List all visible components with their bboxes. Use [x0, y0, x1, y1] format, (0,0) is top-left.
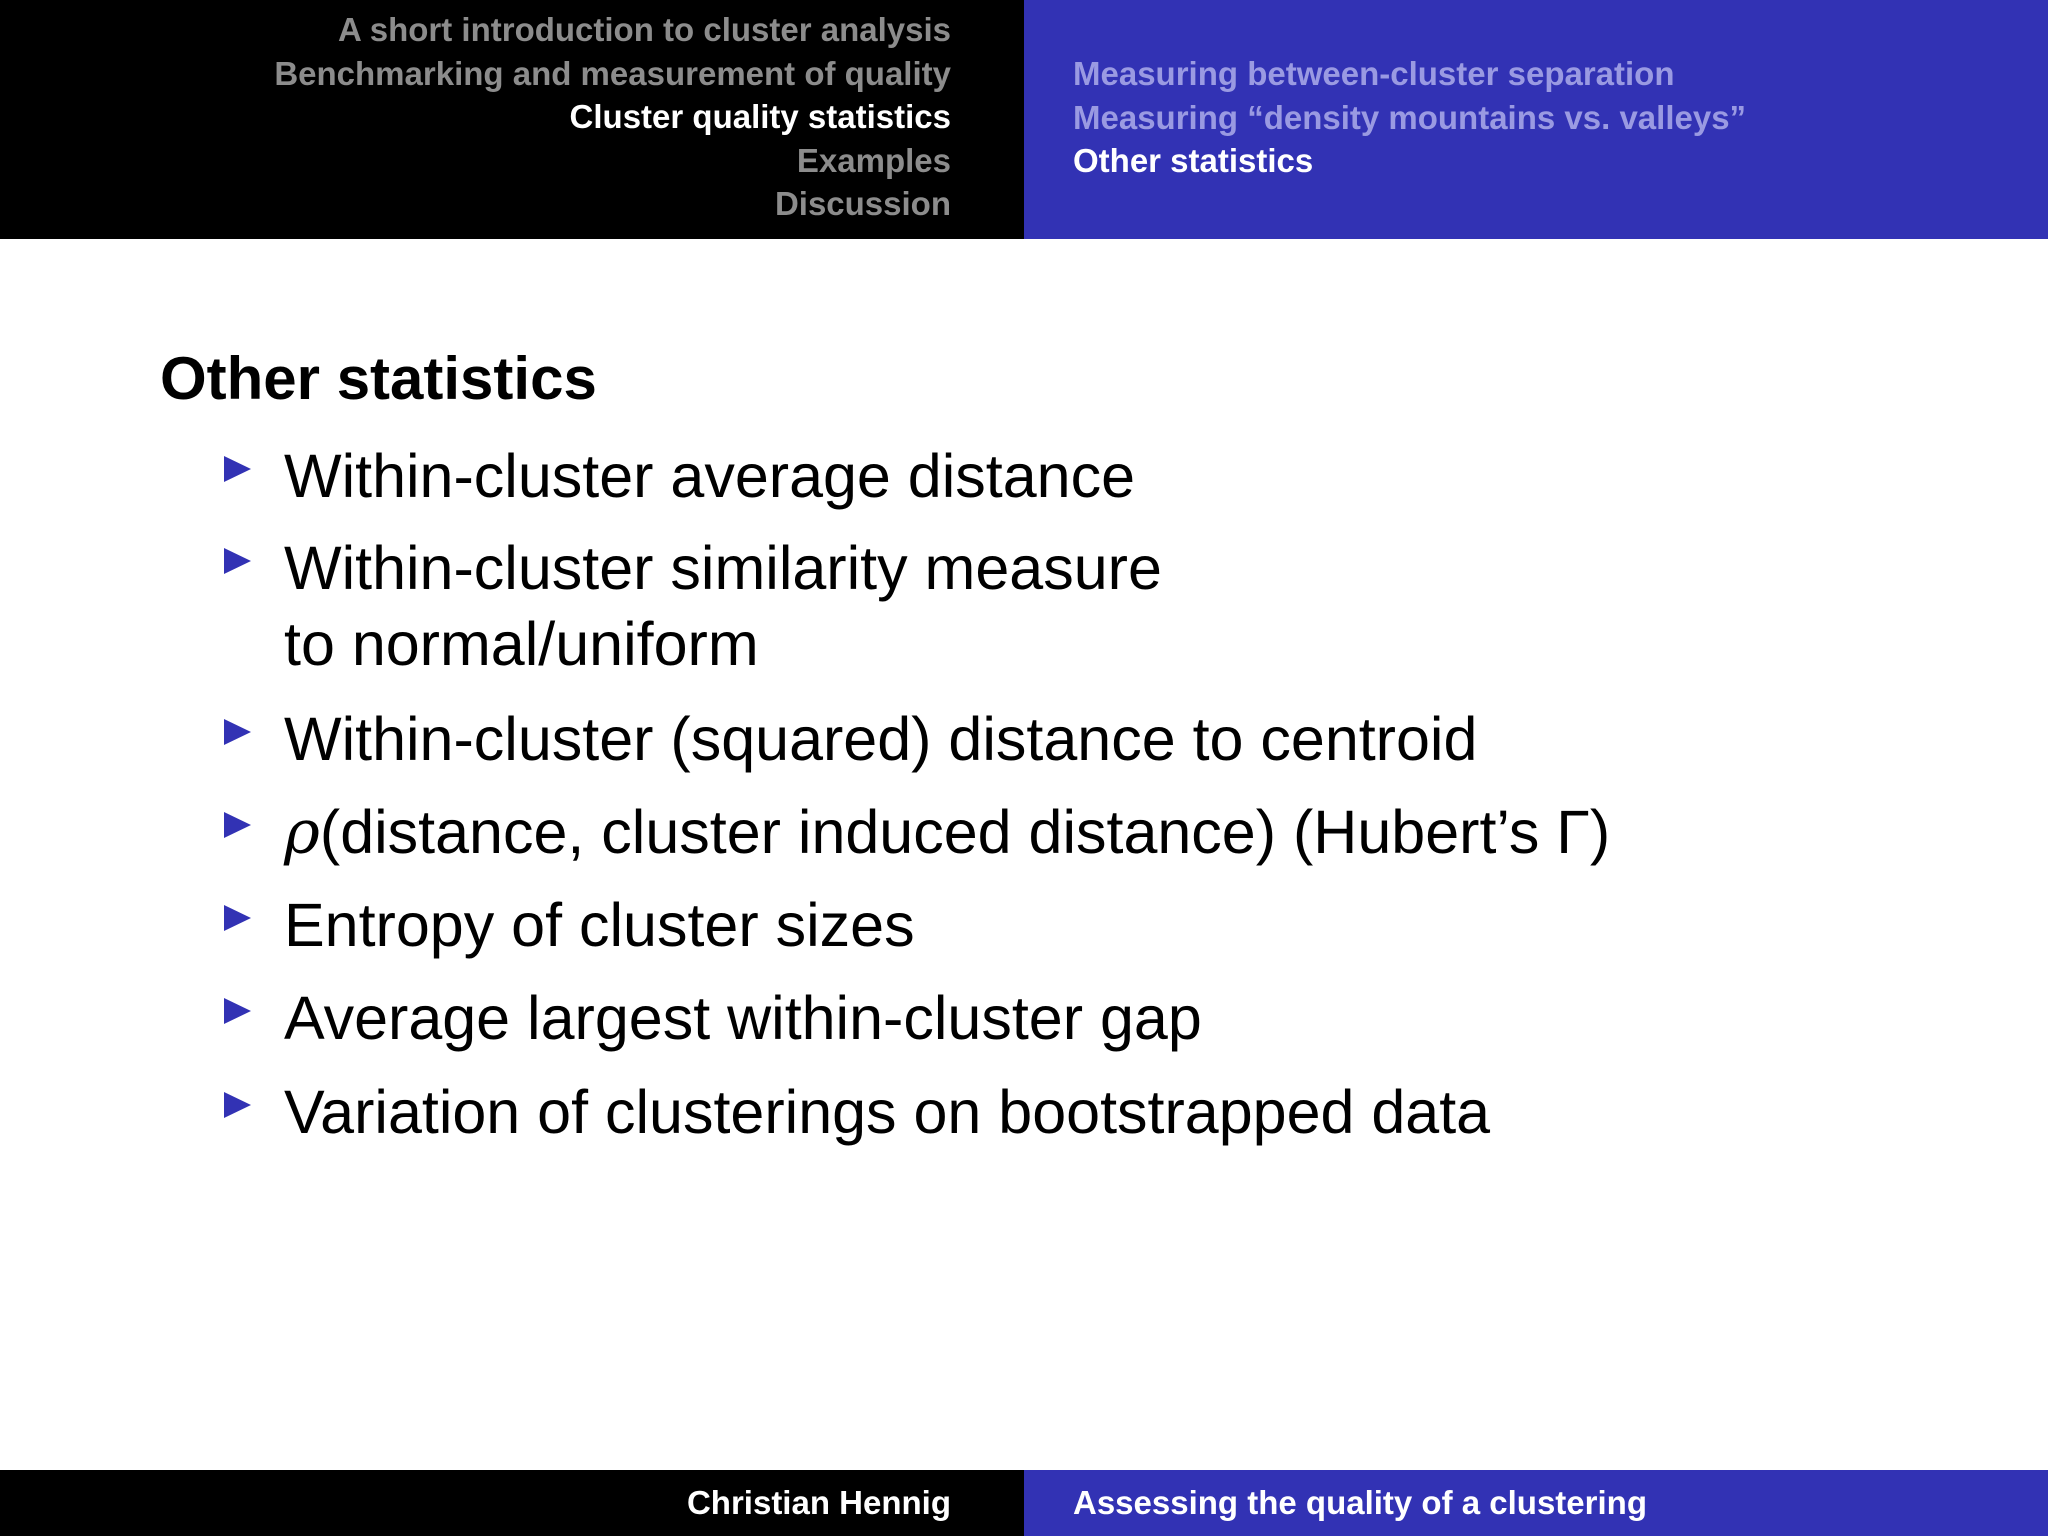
list-item-text-line-2: to normal/uniform [284, 610, 759, 678]
triangle-right-icon [224, 998, 251, 1024]
nav-section-introduction[interactable]: A short introduction to cluster analysis [337, 11, 951, 48]
nav-subsection-density-mountains[interactable]: Measuring “density mountains vs. valleys” [1073, 98, 1747, 136]
nav-section-examples[interactable]: Examples [796, 141, 951, 179]
subsection-navigation [1024, 0, 2048, 239]
navigation-header [0, 0, 2048, 239]
triangle-right-icon [224, 812, 251, 838]
rho-symbol: ρ [284, 797, 320, 868]
nav-section-discussion[interactable]: Discussion [774, 185, 951, 223]
triangle-right-icon [224, 1092, 251, 1118]
footer-talk-title: Assessing the quality of a clustering [1024, 1470, 2048, 1536]
list-item-text [284, 530, 1162, 682]
nav-section-cluster-quality-statistics[interactable]: Cluster quality statistics [569, 98, 951, 136]
list-item-text: Average largest within-cluster gap [284, 984, 1202, 1052]
footer [0, 1470, 2048, 1536]
nav-subsection-other-statistics[interactable]: Other statistics [1073, 142, 1314, 180]
list-item-text: Entropy of cluster sizes [284, 891, 915, 959]
list-item-text: Within-cluster average distance [284, 442, 1135, 510]
triangle-right-icon [224, 456, 251, 482]
list-item-text-rest: (distance, cluster induced distance) (Hubert’s Γ) [319, 798, 1611, 866]
list-item-text: Variation of clusterings on bootstrapped data [284, 1078, 1491, 1146]
triangle-right-icon [224, 905, 251, 931]
footer-author: Christian Hennig [0, 1470, 1024, 1536]
list-item-text: Within-cluster (squared) distance to centroid [284, 705, 1478, 773]
triangle-right-icon [224, 719, 251, 745]
slide-title: Other statistics [160, 345, 597, 412]
nav-section-benchmarking[interactable]: Benchmarking and measurement of quality [274, 54, 951, 92]
triangle-right-icon [224, 548, 251, 574]
section-navigation [0, 0, 1024, 239]
list-item-text-line-1: Within-cluster similarity measure [284, 534, 1162, 602]
list-item-text [284, 794, 1610, 871]
nav-subsection-between-cluster-separation[interactable]: Measuring between-cluster separation [1073, 55, 1675, 92]
